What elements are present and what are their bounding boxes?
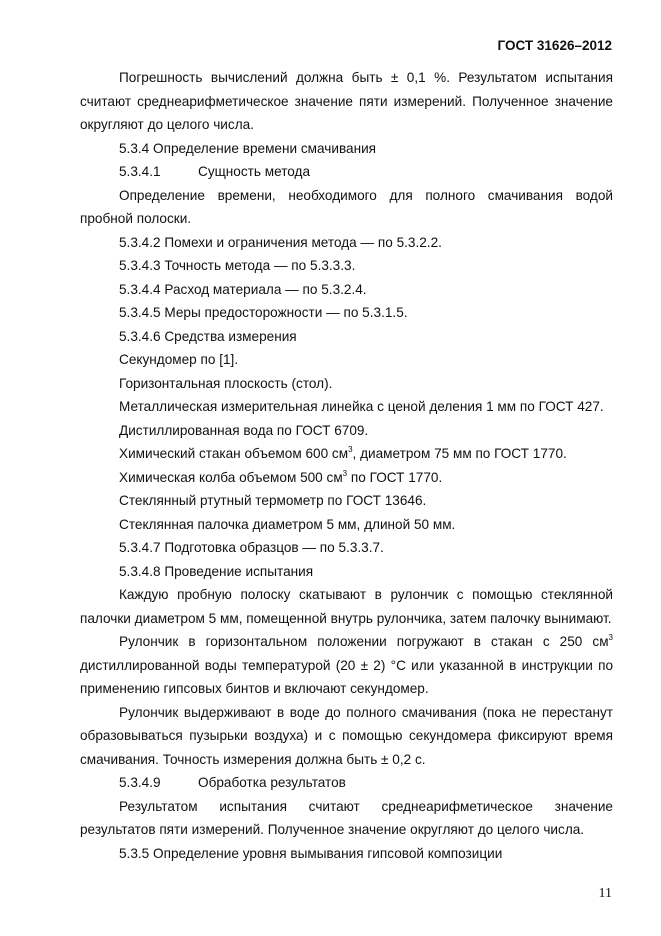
section-5-3-4: 5.3.4 Определение времени смачивания bbox=[119, 140, 377, 156]
section-title: Обработка результатов bbox=[198, 775, 346, 790]
paragraph-immersion bbox=[80, 630, 613, 701]
section-5-3-4-4: 5.3.4.4 Расход материала — по 5.3.2.4. bbox=[119, 281, 367, 297]
instrument-item: Металлическая измерительная линейка с ценой деления 1 мм по ГОСТ 427. bbox=[119, 399, 604, 414]
section-5-3-4-2: 5.3.4.2 Помехи и ограничения метода — по 5.3.2.2. bbox=[119, 234, 442, 250]
paragraph-roll-strip: Каждую пробную полоску скатывают в рулончик с помощью стеклянной палочки диаметром 5 мм, помещенной внутрь рулончика, затем палочку вынимают. bbox=[80, 587, 613, 626]
section-number: 5.3.4.1 bbox=[119, 164, 161, 179]
item-text: по ГОСТ 1770. bbox=[347, 469, 443, 485]
standard-header: ГОСТ 31626–2012 bbox=[497, 38, 612, 53]
paragraph-method-essence: Определение времени, необходимого для полного смачивания водой пробной полоски. bbox=[80, 187, 613, 226]
section-5-3-4-1 bbox=[80, 160, 613, 184]
instrument-item: Секундомер по [1]. bbox=[119, 352, 239, 367]
paragraph-result: Результатом испытания считают среднеарифметическое значение результатов пяти измерений. Полученное значение округляют до целого числа. bbox=[80, 798, 613, 837]
section-5-3-4-3: 5.3.4.3 Точность метода — по 5.3.3.3. bbox=[119, 258, 356, 273]
section-5-3-4-8: 5.3.4.8 Проведение испытания bbox=[119, 563, 314, 579]
instrument-item: Стеклянная палочка диаметром 5 мм, длиной 50 мм. bbox=[119, 516, 456, 532]
paragraph-accuracy: Погрешность вычислений должна быть ± 0,1 %. Результатом испытания считают среднеарифметическое значение пяти измерений. Полученное значение округляют до целого числа. bbox=[80, 70, 613, 132]
superscript: 3 bbox=[608, 633, 613, 642]
instrument-item: Стеклянный ртутный термометр по ГОСТ 13646. bbox=[119, 493, 427, 508]
superscript: 3 bbox=[348, 445, 353, 454]
paragraph-wetting-time: Рулончик выдерживают в воде до полного смачивания (пока не перестанут образовываться пузырьки воздуха) и с помощью секундомера фиксируют время смачивания. Точность измерения должна быть ± 0,2 с. bbox=[80, 704, 613, 767]
section-5-3-4-7: 5.3.4.7 Подготовка образцов — по 5.3.3.7. bbox=[119, 540, 384, 555]
document-body bbox=[80, 66, 613, 865]
item-text: , диаметром 75 мм по ГОСТ 1770. bbox=[352, 446, 567, 461]
item-text: Химический стакан объемом 600 см bbox=[119, 446, 349, 461]
instrument-item bbox=[80, 442, 613, 466]
superscript: 3 bbox=[342, 468, 348, 478]
section-5-3-4-9 bbox=[80, 771, 613, 795]
instrument-item: Горизонтальная плоскость (стол). bbox=[119, 375, 333, 391]
section-title: Сущность метода bbox=[198, 164, 311, 179]
instrument-item: Дистиллированная вода по ГОСТ 6709. bbox=[119, 422, 369, 438]
instrument-item bbox=[80, 466, 613, 490]
section-5-3-5: 5.3.5 Определение уровня вымывания гипсовой композиции bbox=[119, 845, 503, 861]
page-number: 11 bbox=[598, 886, 612, 901]
item-text: Химическая колба объемом 500 см bbox=[119, 469, 343, 485]
section-5-3-4-5: 5.3.4.5 Меры предосторожности — по 5.3.1.5. bbox=[119, 305, 408, 320]
paragraph-text: дистиллированной воды температурой (20 ± 2) °С или указанной в инструкции по применению гипсовых бинтов и включают секундомер. bbox=[80, 657, 613, 696]
section-5-3-4-6: 5.3.4.6 Средства измерения bbox=[119, 328, 297, 344]
paragraph-text: Рулончик в горизонтальном положении погружают в стакан с 250 см bbox=[119, 634, 609, 649]
section-number: 5.3.4.9 bbox=[119, 775, 161, 790]
